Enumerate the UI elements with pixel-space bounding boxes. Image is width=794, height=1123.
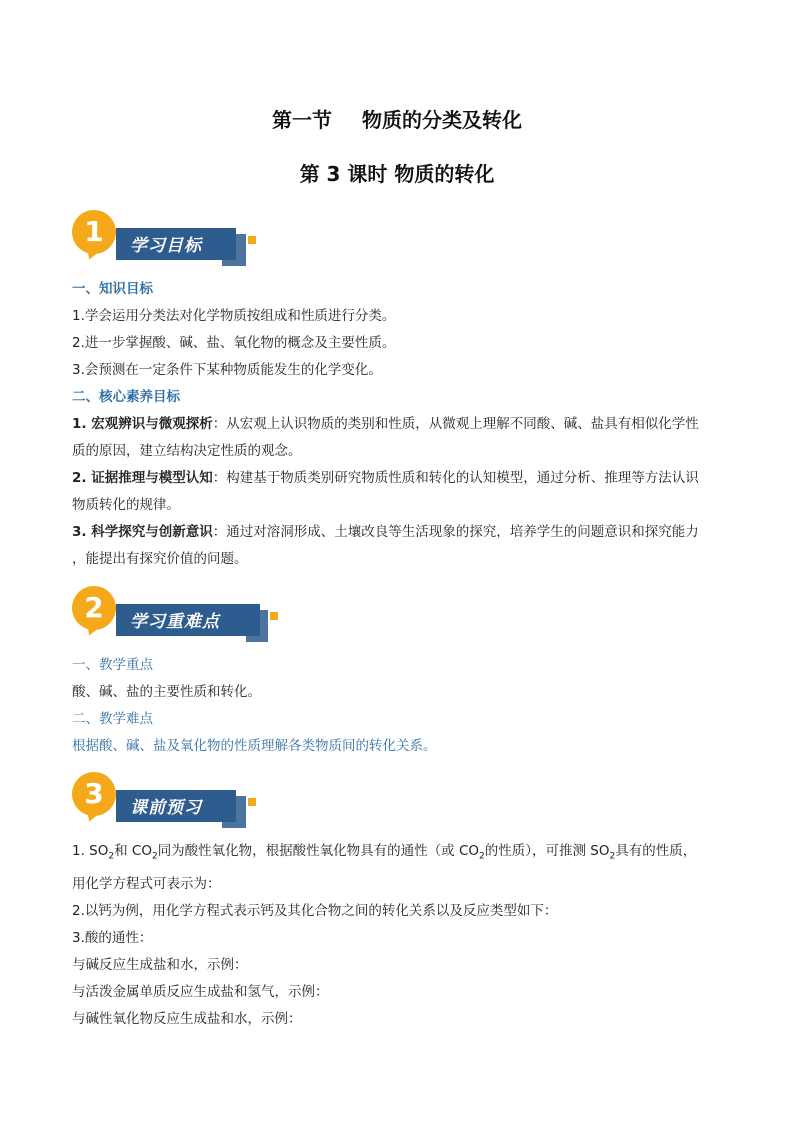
section-label: 学习重难点 <box>130 612 220 632</box>
preview-question-1-cont: 用化学方程式可表示为： <box>72 875 221 892</box>
chapter-number: 第一节 <box>272 108 332 132</box>
core-goal-3-cont: ，能提出有探究价值的问题。 <box>72 551 248 567</box>
core-goal-head: 3. 科学探究与创新意识 <box>72 524 213 540</box>
goals-section <box>72 276 722 573</box>
core-goal-2: 2. 证据推理与模型认知：构建基于物质类别研究物质性质和转化的认知模型，通过分析、推理等方法认识 <box>72 470 699 486</box>
teaching-difficulty-text: 根据酸、碱、盐及氧化物的性质理解各类物质间的转化关系。 <box>72 738 437 754</box>
preview-question-1: 1. $SO_2$和 $CO_2$同为酸性氧化物，根据酸性氧化物具有的通性（或 $CO_2$的性质），可推测 $SO_2$具有的性质， <box>72 843 697 862</box>
section-number: 2 <box>72 586 116 630</box>
section-badge-3 <box>72 772 272 836</box>
preview-section <box>72 838 722 1033</box>
goal-item: 3.会预测在一定条件下某种物质能发生的化学变化。 <box>72 362 382 378</box>
section-number: 3 <box>72 772 116 816</box>
preview-question-2: 2.以钙为例，用化学方程式表示钙及其化合物之间的转化关系以及反应类型如下： <box>72 902 558 919</box>
heading-teaching-difficulty: 二、教学难点 <box>72 711 153 727</box>
core-goal-2-cont: 物质转化的规律。 <box>72 497 180 513</box>
core-goal-head: 2. 证据推理与模型认知 <box>72 470 213 486</box>
key-points-section <box>72 652 722 760</box>
goal-item: 1.学会运用分类法对化学物质按组成和性质进行分类。 <box>72 308 396 324</box>
section-badge-1 <box>72 210 272 274</box>
section-label: 学习目标 <box>130 236 202 256</box>
section-number: 1 <box>72 210 116 254</box>
heading-knowledge-goals: 一、知识目标 <box>72 281 153 297</box>
core-goal-1: 1. 宏观辨识与微观探析：从宏观上认识物质的类别和性质，从微观上理解不同酸、碱、盐具有相似化学性 <box>72 416 699 432</box>
heading-core-goals: 二、核心素养目标 <box>72 389 180 405</box>
preview-item: 与碱性氧化物反应生成盐和水，示例： <box>72 1010 302 1027</box>
preview-item: 与活泼金属单质反应生成盐和氢气，示例： <box>72 983 329 1000</box>
preview-item: 与碱反应生成盐和水，示例： <box>72 956 248 973</box>
teaching-focus-text: 酸、碱、盐的主要性质和转化。 <box>72 684 261 700</box>
preview-question-3: 3.酸的通性： <box>72 929 153 946</box>
core-goal-1-cont: 质的原因，建立结构决定性质的观念。 <box>72 443 302 459</box>
core-goal-3: 3. 科学探究与创新意识：通过对溶洞形成、土壤改良等生活现象的探究，培养学生的问题意识和探究能力 <box>72 524 699 540</box>
section-badge-2 <box>72 586 272 650</box>
chapter-title <box>0 104 794 133</box>
heading-teaching-focus: 一、教学重点 <box>72 657 153 673</box>
core-goal-head: 1. 宏观辨识与微观探析 <box>72 416 213 432</box>
lesson-title: 第 3 课时 物质的转化 <box>299 162 495 186</box>
section-label: 课前预习 <box>130 798 202 818</box>
chapter-name: 物质的分类及转化 <box>362 108 522 132</box>
goal-item: 2.进一步掌握酸、碱、盐、氧化物的概念及主要性质。 <box>72 335 396 351</box>
